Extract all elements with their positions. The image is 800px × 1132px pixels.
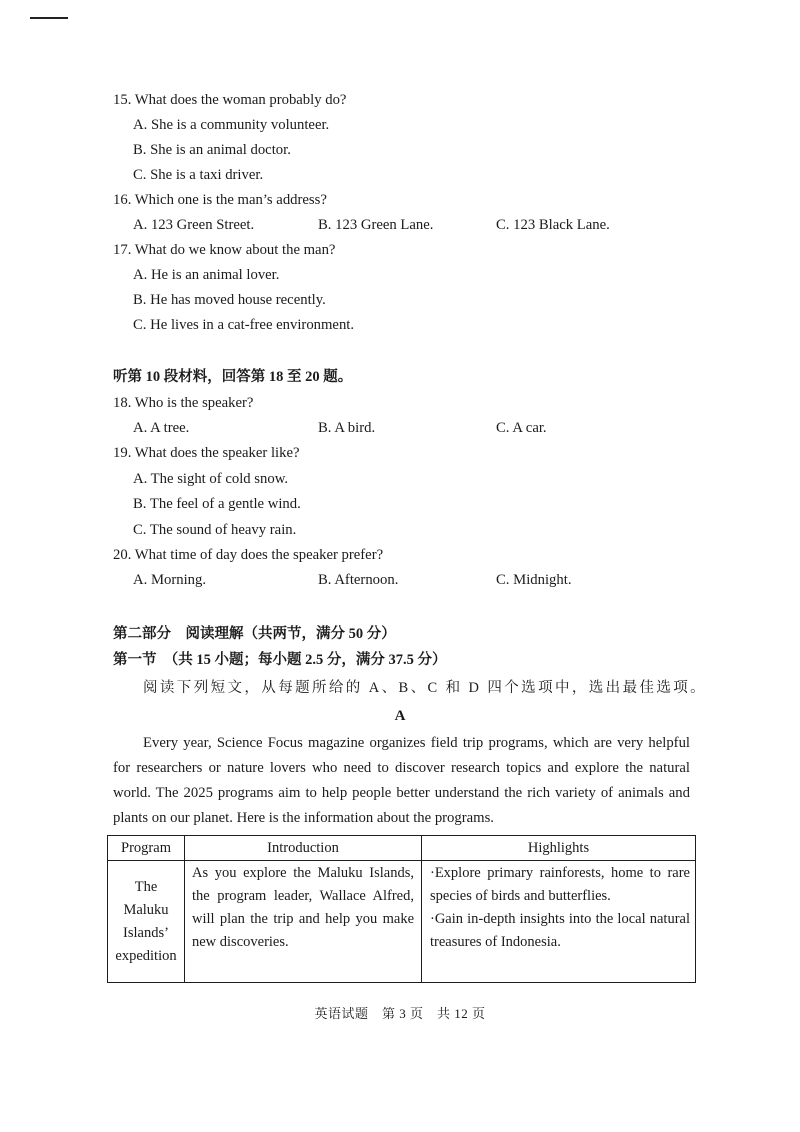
question-19-option-b: B. The feel of a gentle wind. bbox=[133, 496, 301, 513]
question-19-stem: 19. What does the speaker like? bbox=[113, 445, 300, 462]
question-20-option-a: A. Morning. bbox=[133, 572, 207, 589]
passage-intro-paragraph: Every year, Science Focus magazine organizes field trip programs, which are very helpful for researchers or nature lovers who need to discover research topics and explore the natural world. The 2025 programs aim to help people better understand the rich variety of animals and plants on our planet. Here is the information about the programs. bbox=[113, 734, 690, 826]
table-header-highlights: Highlights bbox=[422, 836, 696, 861]
highlight-item: ·Explore primary rainforests, home to rare species of birds and butterflies. bbox=[430, 865, 690, 904]
question-16-option-b: B. 123 Green Lane. bbox=[318, 217, 434, 233]
program-highlights-cell bbox=[422, 861, 696, 983]
question-17-option-c: C. He lives in a cat-free environment. bbox=[133, 317, 355, 333]
part-two-title: 第二部分 阅读理解（共两节，满分 50 分） bbox=[113, 626, 396, 642]
question-20-option-b: B. Afternoon. bbox=[318, 572, 399, 589]
question-17-option-a: A. He is an animal lover. bbox=[133, 267, 280, 283]
question-16-options bbox=[113, 213, 733, 238]
page-footer: 英语试题 第 3 页 共 12 页 bbox=[314, 1006, 486, 1021]
listening-questions-18-20 bbox=[113, 365, 733, 594]
question-16-stem: 16. Which one is the man’s address? bbox=[113, 192, 327, 208]
question-17-option-b: B. He has moved house recently. bbox=[133, 292, 326, 308]
question-18-option-b: B. A bird. bbox=[318, 420, 376, 437]
question-20-stem: 20. What time of day does the speaker prefer? bbox=[113, 547, 384, 564]
table-header-program: Program bbox=[108, 836, 185, 861]
corner-rule bbox=[30, 17, 68, 19]
question-15-option-c: C. She is a taxi driver. bbox=[133, 167, 264, 183]
table-header-introduction: Introduction bbox=[185, 836, 422, 861]
question-15-stem: 15. What does the woman probably do? bbox=[113, 92, 347, 108]
table-row bbox=[108, 861, 696, 983]
program-introduction-cell: As you explore the Maluku Islands, the program leader, Wallace Alfred, will plan the trip and help you make new discoveries. bbox=[185, 861, 422, 983]
question-18-stem: 18. Who is the speaker? bbox=[113, 394, 254, 411]
programs-table bbox=[107, 835, 696, 983]
question-20-options bbox=[113, 568, 733, 593]
question-15-option-b: B. She is an animal doctor. bbox=[133, 142, 291, 158]
question-17-stem: 17. What do we know about the man? bbox=[113, 242, 336, 258]
question-16-option-a: A. 123 Green Street. bbox=[133, 217, 255, 233]
reading-directions: 阅读下列短文，从每题所给的 A、B、C 和 D 四个选项中，选出最佳选项。 bbox=[143, 680, 708, 696]
question-18-option-a: A. A tree. bbox=[133, 420, 190, 437]
program-name-cell: The Maluku Islands’ expedition bbox=[108, 861, 185, 983]
question-20-option-c: C. Midnight. bbox=[496, 572, 572, 589]
question-15-option-a: A. She is a community volunteer. bbox=[133, 117, 330, 133]
section-one-title: 第一节 （共 15 小题；每小题 2.5 分，满分 37.5 分） bbox=[113, 652, 447, 668]
question-16-option-c: C. 123 Black Lane. bbox=[496, 217, 610, 233]
highlight-item: ·Gain in-depth insights into the local natural treasures of Indonesia. bbox=[430, 911, 690, 950]
question-18-option-c: C. A car. bbox=[496, 420, 547, 437]
material-10-instruction: 听第 10 段材料，回答第 18 至 20 题。 bbox=[113, 369, 353, 386]
passage-label: A bbox=[394, 708, 406, 724]
question-18-options bbox=[113, 416, 733, 441]
question-19-option-a: A. The sight of cold snow. bbox=[133, 470, 289, 487]
listening-questions-15-17 bbox=[113, 88, 733, 338]
question-19-option-c: C. The sound of heavy rain. bbox=[133, 521, 297, 538]
table-header-row bbox=[108, 836, 696, 861]
